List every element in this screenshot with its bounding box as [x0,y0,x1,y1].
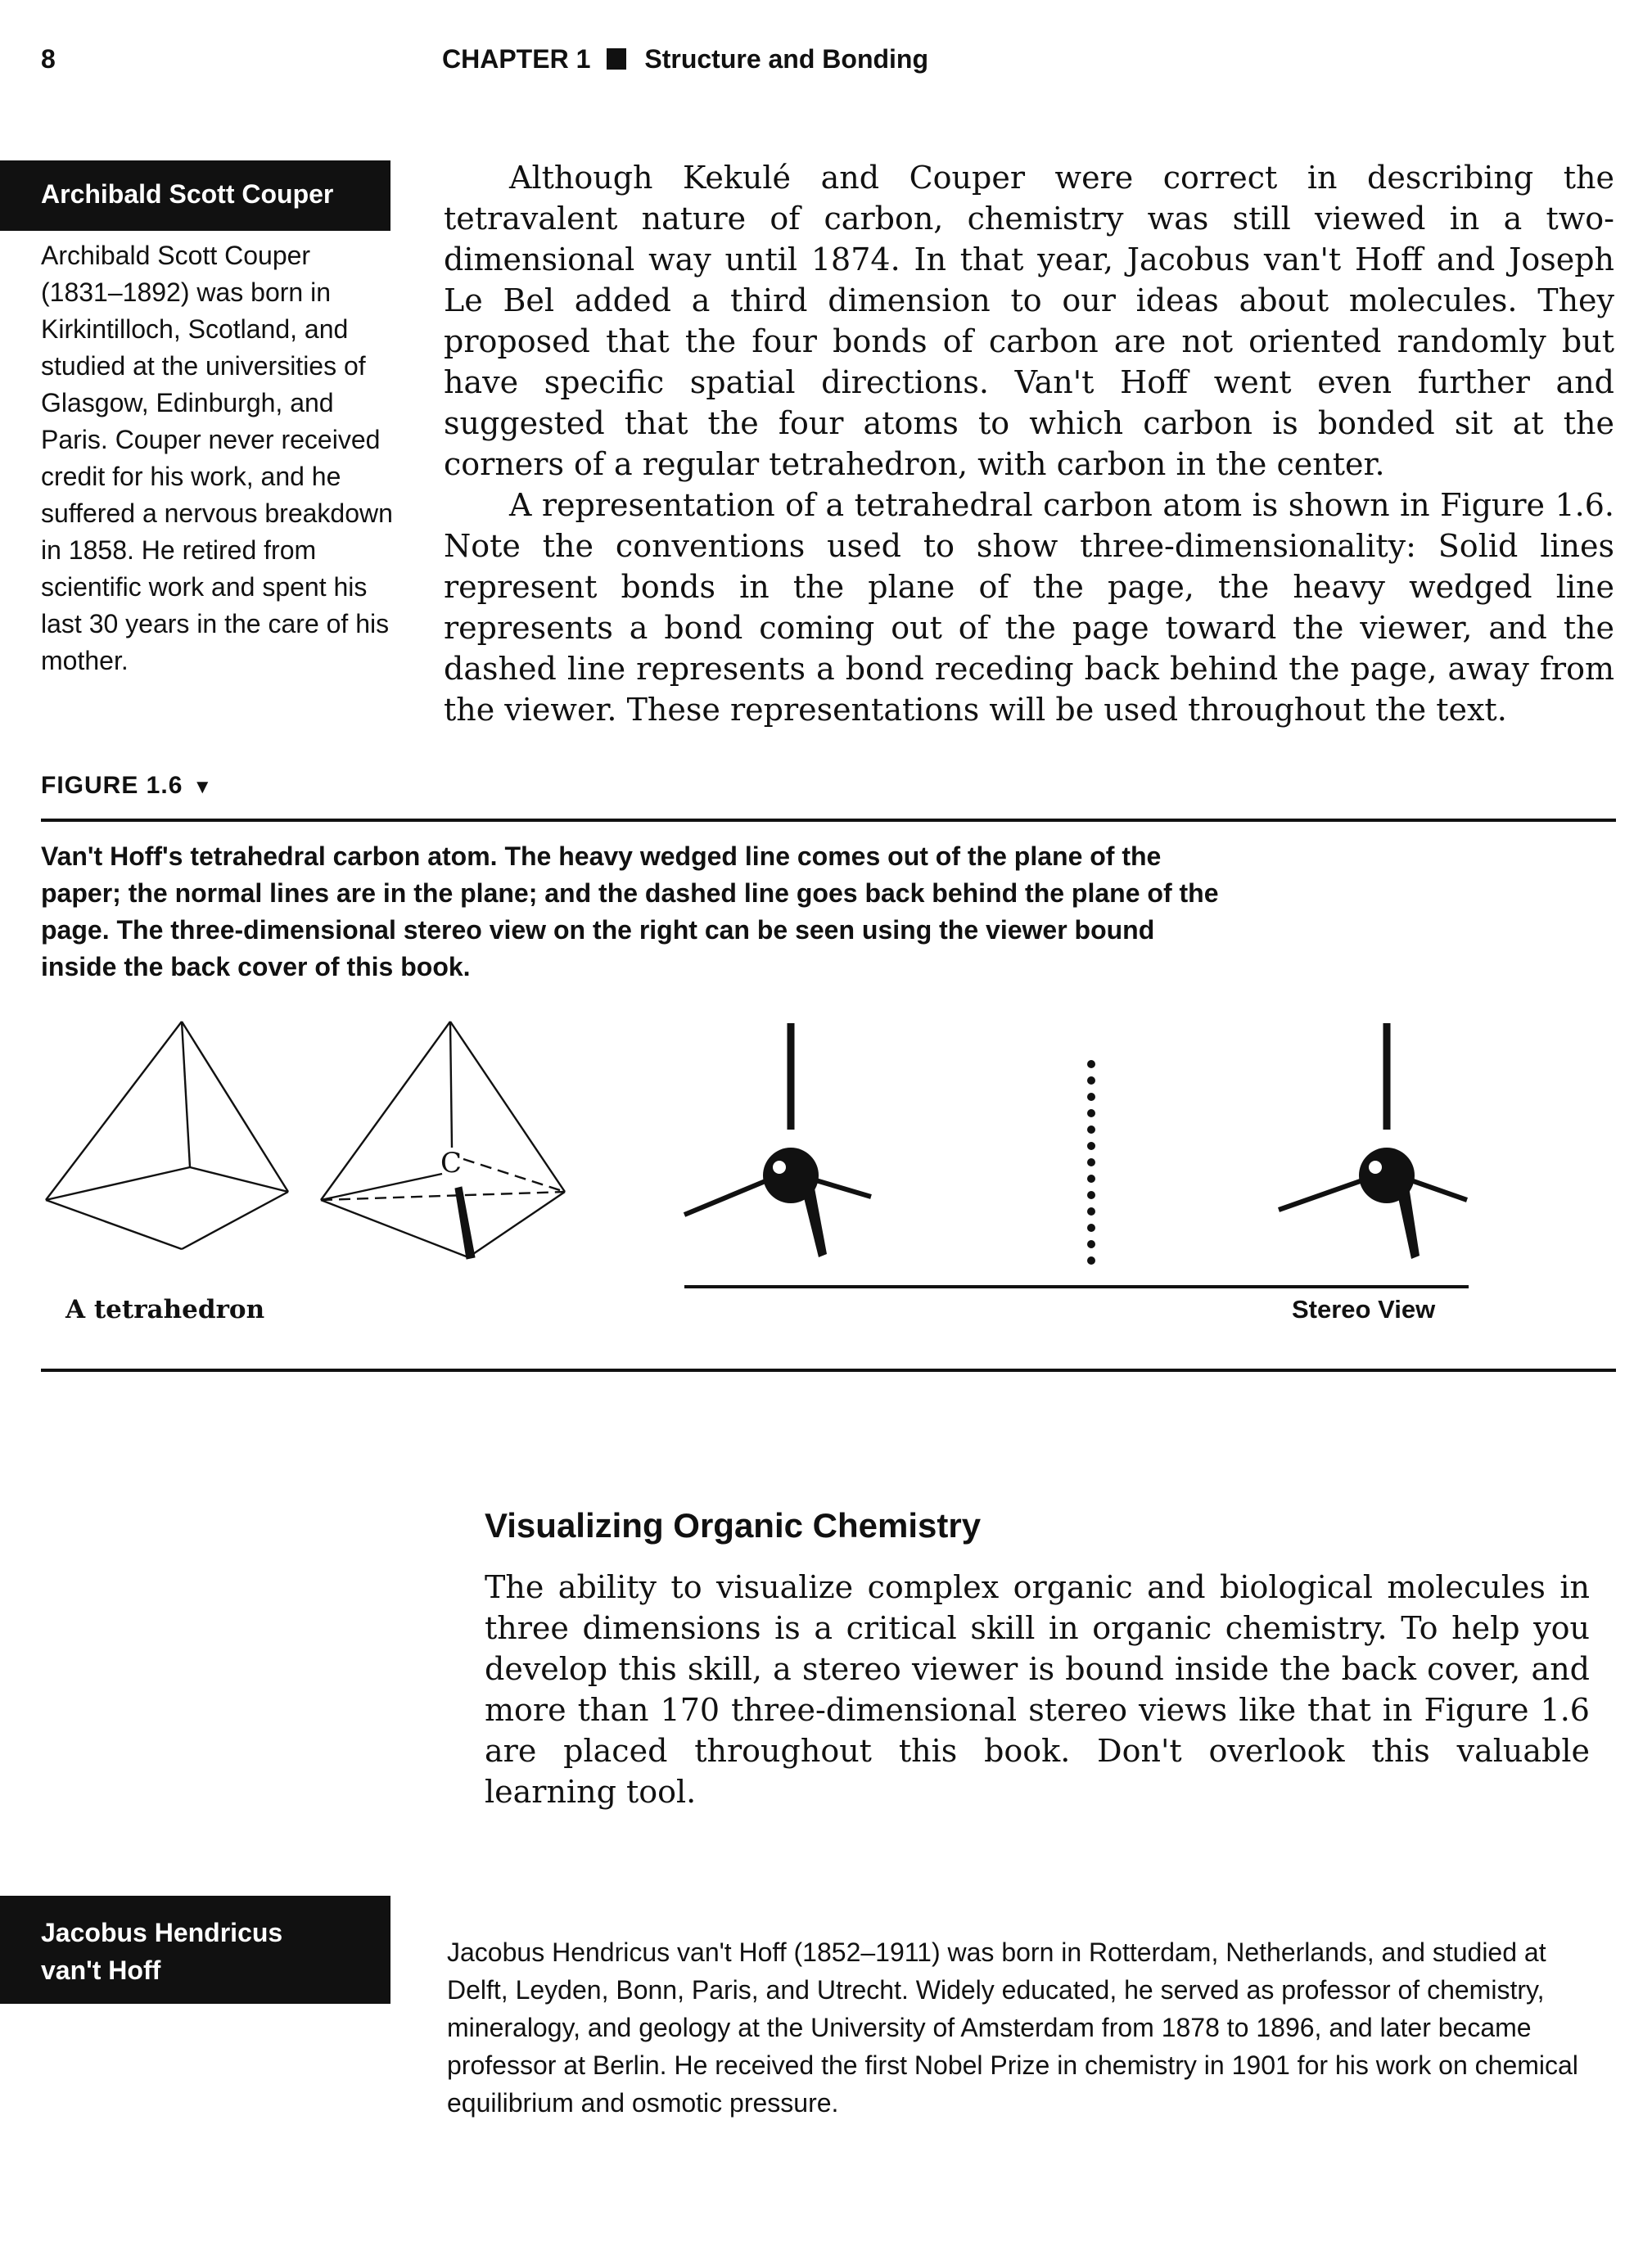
figure-bottom-rule [41,1369,1616,1372]
page-number: 8 [41,44,56,74]
vanthoff-title-line-1: Jacobus Hendricus [41,1918,283,1947]
stereo-view-label: Stereo View [1292,1295,1436,1324]
vanthoff-title-line-2: van't Hoff [41,1956,161,1985]
carbon-atom-label: C [440,1147,463,1180]
down-triangle-icon: ▼ [192,776,214,798]
couper-sidebar-title: Archibald Scott Couper [0,160,390,231]
running-head [442,44,928,74]
figure-label [41,772,213,800]
vanthoff-sidebar-body: Jacobus Hendricus van't Hoff (1852–1911) was born in Rotterdam, Netherlands, and studied at Delft, Leyden, Bonn, Paris, and Utrecht. Widely educated, he served as professor of chemistry, mineralogy, and geology at the University of Amsterdam from 1878 to 1896, and later became professor at Berlin. He received the first Nobel Prize in chemistry in 1901 for his work on chemical equilibrium and osmotic pressure. [447,1937,1578,2118]
figure-illustration [0,1007,1652,1318]
chapter-label: CHAPTER 1 [442,44,591,74]
visualizing-heading: Visualizing Organic Chemistry [485,1506,982,1545]
figure-top-rule [41,819,1616,822]
tetrahedron-label: A tetrahedron [65,1295,265,1324]
intro-text [444,157,1614,730]
figure-number: FIGURE 1.6 [41,772,183,799]
stereo-divider-dots [1087,1060,1095,1265]
intro-paragraph-1: Although Kekulé and Couper were correct in describing the tetravalent nature of carbon, chemistry was still viewed in a two-dimensional way until 1874. In that year, Jacobus van't Hoff and Joseph Le Bel added a third dimension to our ideas about molecules. They proposed that the four bonds of carbon are not oriented randomly but have specific spatial directions. Van't Hoff went even further and suggested that the four atoms to which carbon is bonded sit at the corners of a regular tetrahedron, with carbon in the center. [444,160,1614,482]
chapter-title: Structure and Bonding [644,44,929,74]
intro-paragraph-2: A representation of a tetrahedral carbon atom is shown in Figure 1.6. Note the conventions used to show three-dimensionality: Solid lines represent bonds in the plane of the page, the heavy wedged line represents a bond coming out of the page toward the viewer, and the dashed line represents a bond receding back behind the page, away from the viewer. These representations will be used throughout the text. [444,487,1614,728]
couper-sidebar-body: Archibald Scott Couper (1831–1892) was born in Kirkintilloch, Scotland, and studied at the universities of Glasgow, Edinburgh, and Paris. Couper never received credit for his work, and he suffered a nervous breakdown in 1858. He retired from scientific work and spent his last 30 years in the care of his mother. [41,241,393,675]
tetrahedron-wireframe [46,1022,288,1249]
vanthoff-sidebar-title [0,1896,390,2004]
stereo-molecule-right [1279,1023,1467,1259]
figure-caption: Van't Hoff's tetrahedral carbon atom. The heavy wedged line comes out of the plane of the paper; the normal lines are in the plane; and the dashed line goes back behind the plane of the page. The three-dimensional stereo view on the right can be seen using the viewer bound inside the back cover of this book. [41,841,1219,981]
stereo-molecule-left [684,1023,871,1257]
square-bullet-icon [607,48,626,70]
visualizing-body: The ability to visualize complex organic and biological molecules in three dimensions is a critical skill in organic chemistry. To help you develop this skill, a stereo viewer is bound inside the back cover, and more than 170 three-dimensional stereo views like that in Figure 1.6 are placed throughout this book. Don't overlook this valuable learning tool. [485,1569,1590,1810]
tetrahedral-carbon-atom [321,1022,565,1259]
